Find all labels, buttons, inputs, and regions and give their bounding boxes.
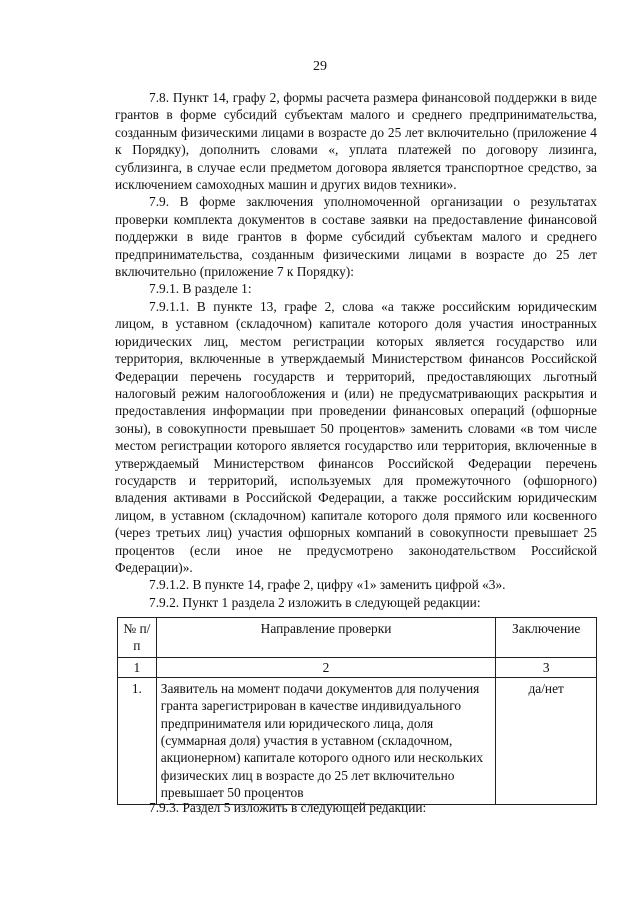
paragraph-7-8: 7.8. Пункт 14, графу 2, формы расчета размера финансовой поддержки в виде грантов в форме субсидий субъектам малого и среднего предпринимательства, созданным физическими лицами в возрасте до 25 лет включительно (приложение 4 к Порядку), дополнить словами «, уплата платежей по договору лизинга, сублизинга, в случае если предметом договора является транспортное средство, за исключением самоходных машин и других видов техники». (115, 90, 597, 193)
table-row (118, 677, 597, 804)
check-table (117, 617, 597, 805)
paragraph-7-9-1: 7.9.1. В разделе 1: (149, 281, 252, 297)
paragraph-7-9-2: 7.9.2. Пункт 1 раздела 2 изложить в следующей редакции: (149, 594, 481, 610)
row-conclusion: да/нет (496, 677, 597, 804)
paragraph-7-9-3: 7.9.3. Раздел 5 изложить в следующей редакции: (149, 800, 427, 815)
paragraph-7-9: 7.9. В форме заключения уполномоченной организации о результатах проверки комплекта документов в составе заявки на предоставление финансовой поддержки в виде грантов в форме субсидий субъектам малого и среднего предпринимательства, созданным физическими лицами в возрасте до 25 лет включительно (приложение 7 к Порядку): (115, 194, 597, 280)
row-number: 1. (118, 677, 157, 804)
header-direction: Направление проверки (156, 618, 496, 658)
index-cell-3: 3 (496, 657, 597, 677)
row-direction: Заявитель на момент подачи документов для получения гранта зарегистрирован в качестве индивидуального предпринимателя или юридического лица, доля (суммарная доля) участия в уставном (складочном, акционерном) капитале которого одного или нескольких физических лиц в возрасте до 25 лет включительно превышает 50 процентов (156, 677, 496, 804)
header-number: № п/п (118, 618, 157, 658)
index-cell-1: 1 (118, 657, 157, 677)
paragraph-7-9-1-1: 7.9.1.1. В пункте 13, графе 2, слова «а также российским юридическим лицом, в уставном (складочном) капитале которого доля участия иностранных юридических лиц, местом регистрации которых является государство или территория, включенные в утверждаемый Министерством финансов Российской Федерации перечень государств и территорий, предоставляющих льготный налоговый режим налогообложения и (или) не предусматривающих раскрытия и предоставления информации при проведении финансовых операций (офшорные зоны), в совокупности превышает 50 процентов» заменить словами «в том числе местом регистрации которого является государство или территория, включенные в утверждаемый Министерством финансов Российской Федерации перечень государств и территорий, используемых для промежуточного (офшорного) владения активами в Российской Федерации, а также российским юридическим лицом, в уставном (складочном) капитале которого доля прямого или косвенного (через третьих лиц) участия офшорных компаний в совокупности превышает 25 процентов (если иное не предусмотрено законодательством Российской Федерации)». (115, 298, 597, 575)
table-index-row (118, 657, 597, 677)
index-cell-2: 2 (156, 657, 496, 677)
header-conclusion: Заключение (496, 618, 597, 658)
body-text (115, 89, 597, 611)
table-header-row (118, 618, 597, 658)
page-number: 29 (313, 59, 327, 74)
after-table-text (115, 799, 597, 816)
paragraph-7-9-1-2: 7.9.1.2. В пункте 14, графе 2, цифру «1» заменить цифрой «3». (149, 577, 506, 593)
